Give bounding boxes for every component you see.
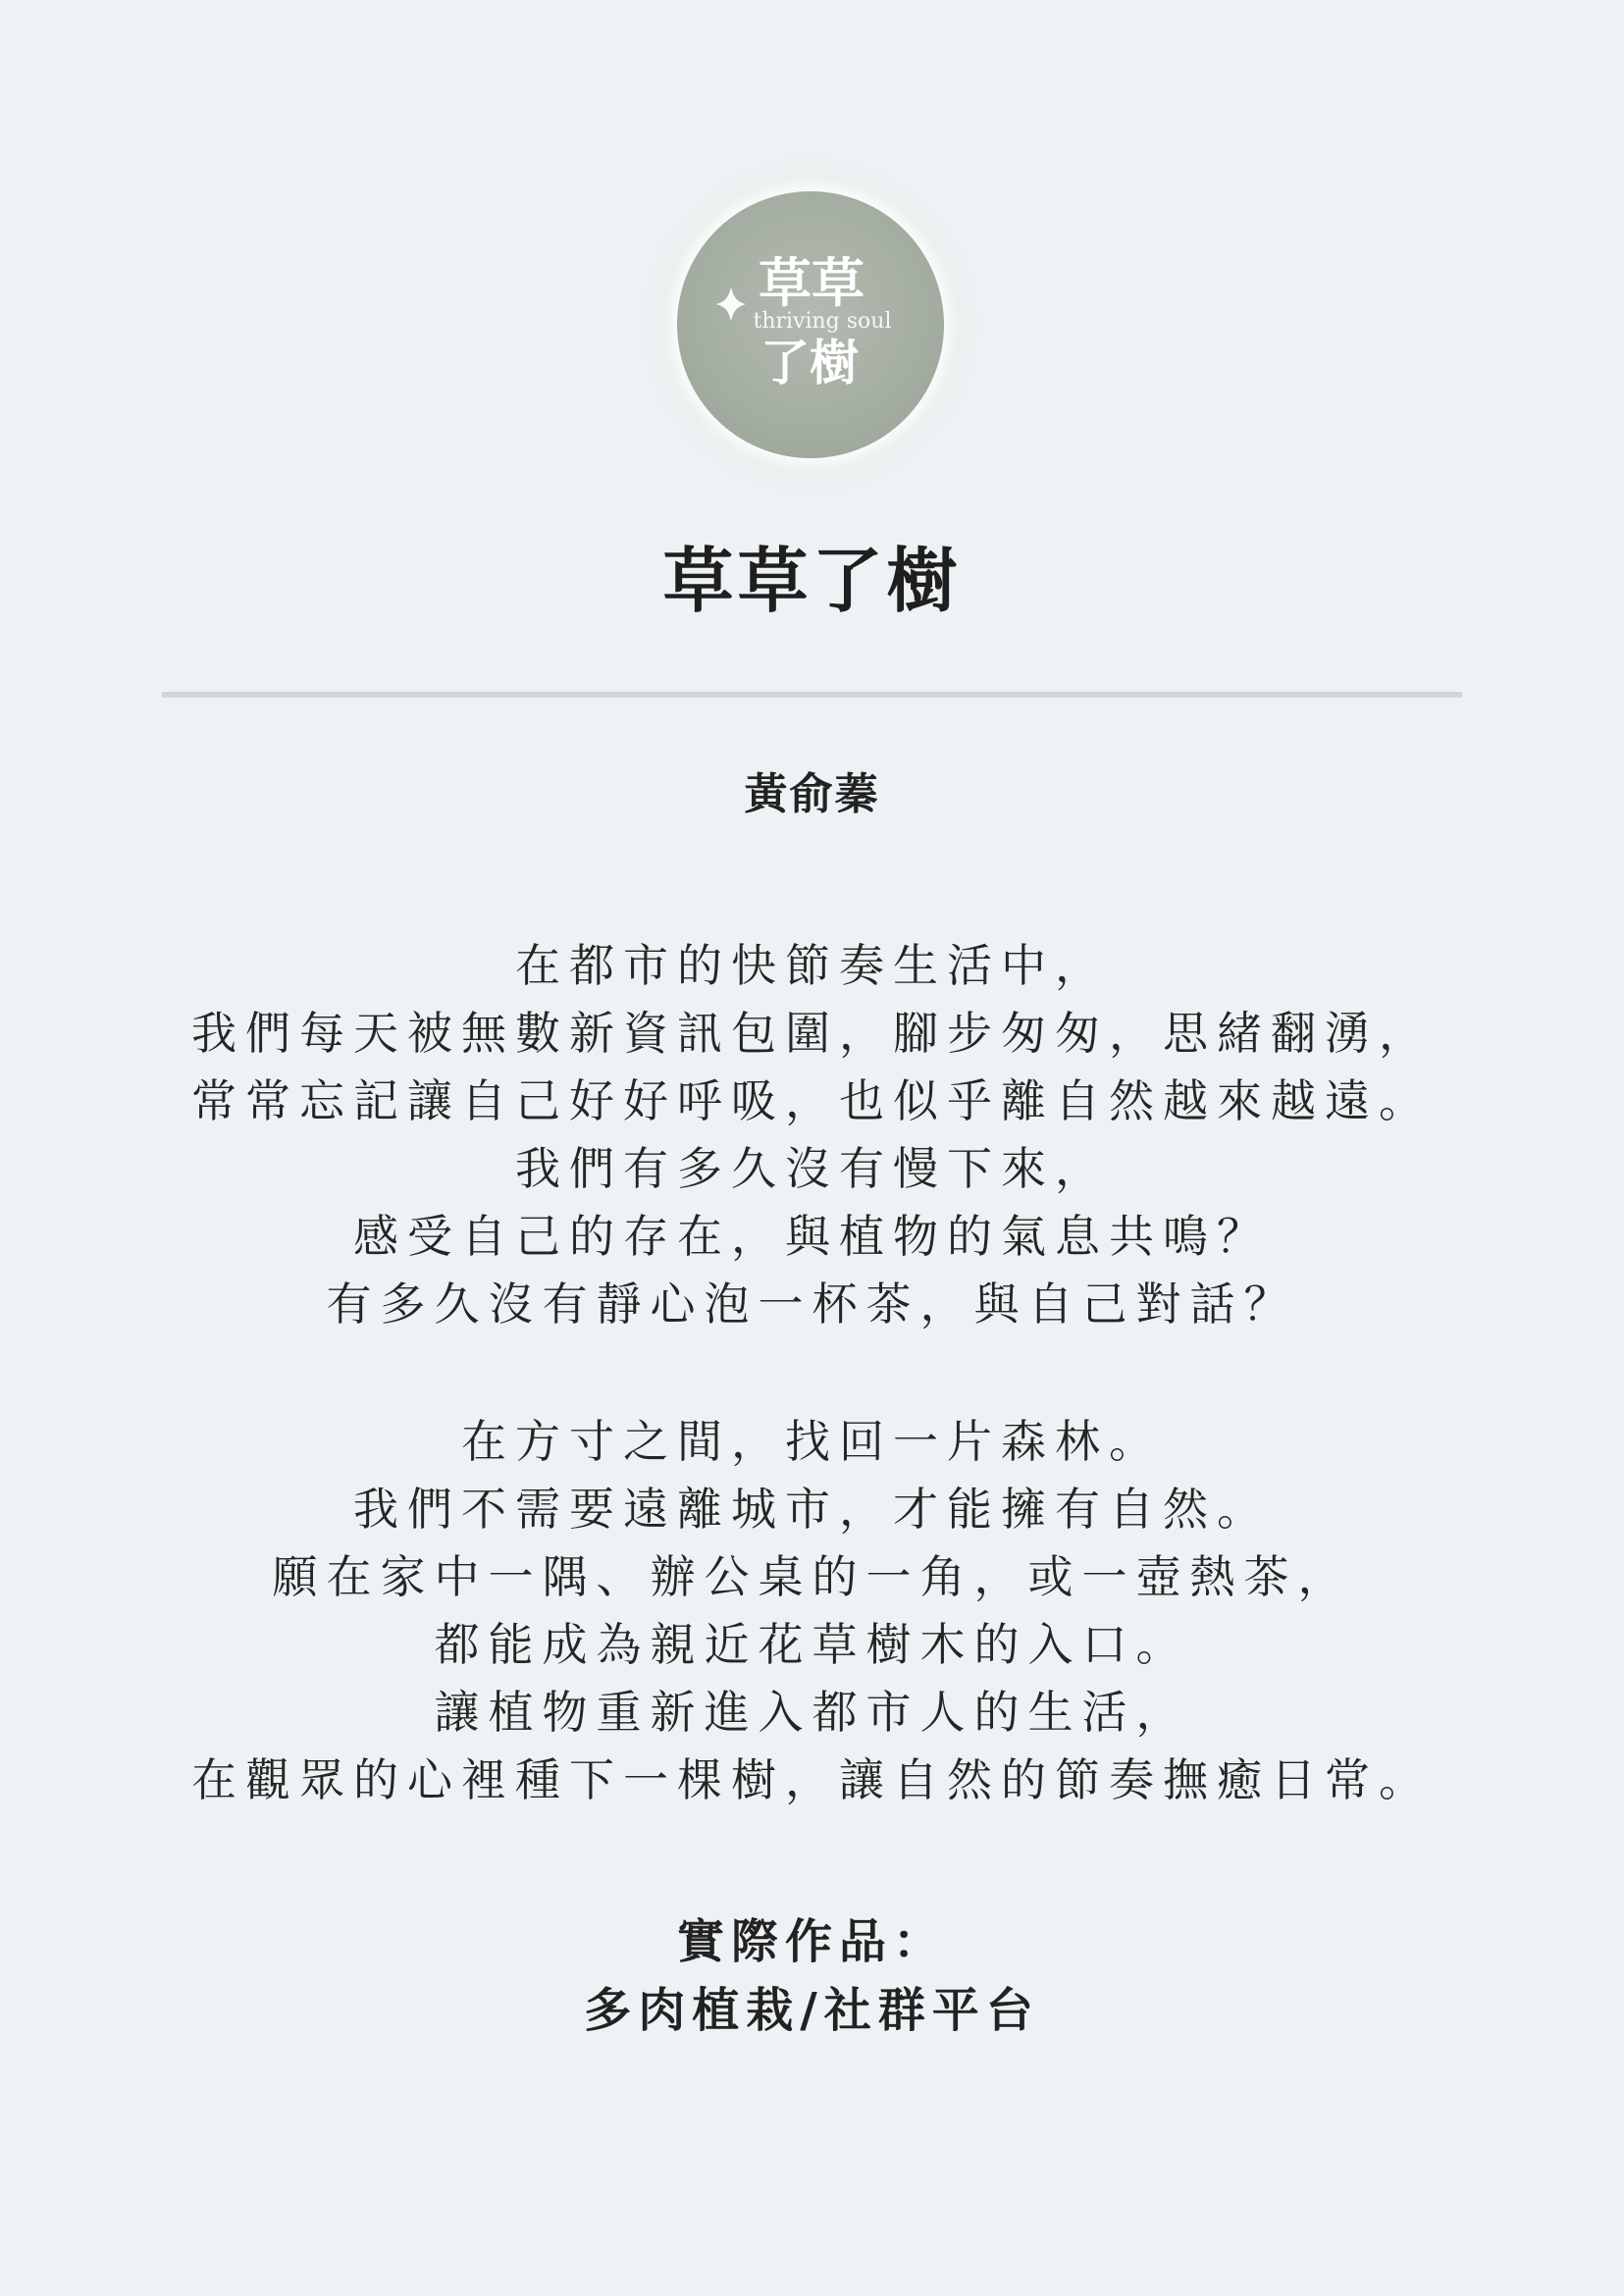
paragraph-line: 我們不需要遠離城市，才能擁有自然。 (353, 1483, 1271, 1536)
logo-circle (677, 191, 944, 458)
intro-paragraph (0, 932, 1624, 1338)
works-section (0, 1907, 1624, 2045)
works-value: 多肉植栽/社群平台 (584, 1983, 1040, 2038)
logo (677, 191, 944, 458)
paragraph-line: 常常忘記讓自己好好呼吸，也似乎離自然越來越遠。 (191, 1074, 1433, 1127)
paragraph-line: 讓植物重新進入都市人的生活， (434, 1686, 1190, 1739)
sparkle-icon (716, 287, 746, 321)
paragraph-line: 在方寸之間，找回一片森林。 (461, 1415, 1163, 1468)
paragraph-line: 在都市的快節奏生活中， (515, 939, 1109, 992)
paragraph-line: 都能成為親近花草樹木的入口。 (434, 1618, 1190, 1671)
paragraph-line: 在觀眾的心裡種下一棵樹，讓自然的節奏撫癒日常。 (191, 1753, 1433, 1806)
paragraph-line: 有多久沒有靜心泡一杯茶，與自己對話？ (326, 1278, 1298, 1331)
logo-tagline: thriving soul (753, 309, 892, 334)
logo-text-top: 草草 (759, 252, 864, 314)
author-name: 黃俞蓁 (744, 769, 880, 819)
logo-text-bottom: 了樹 (760, 335, 859, 391)
works-label: 實際作品： (676, 1914, 947, 1969)
paragraph-line: 願在家中一隅、辦公桌的一角，或一壺熱茶， (272, 1550, 1352, 1603)
page-title: 草草了樹 (662, 540, 962, 622)
paragraph-line: 我們每天被無數新資訊包圍，腳步匆匆，思緒翻湧， (191, 1007, 1433, 1060)
concept-paragraph (0, 1408, 1624, 1814)
divider (162, 692, 1462, 698)
logo-mark (677, 191, 944, 458)
paragraph-line: 我們有多久沒有慢下來， (515, 1142, 1109, 1195)
paragraph-line: 感受自己的存在，與植物的氣息共鳴？ (353, 1210, 1271, 1263)
